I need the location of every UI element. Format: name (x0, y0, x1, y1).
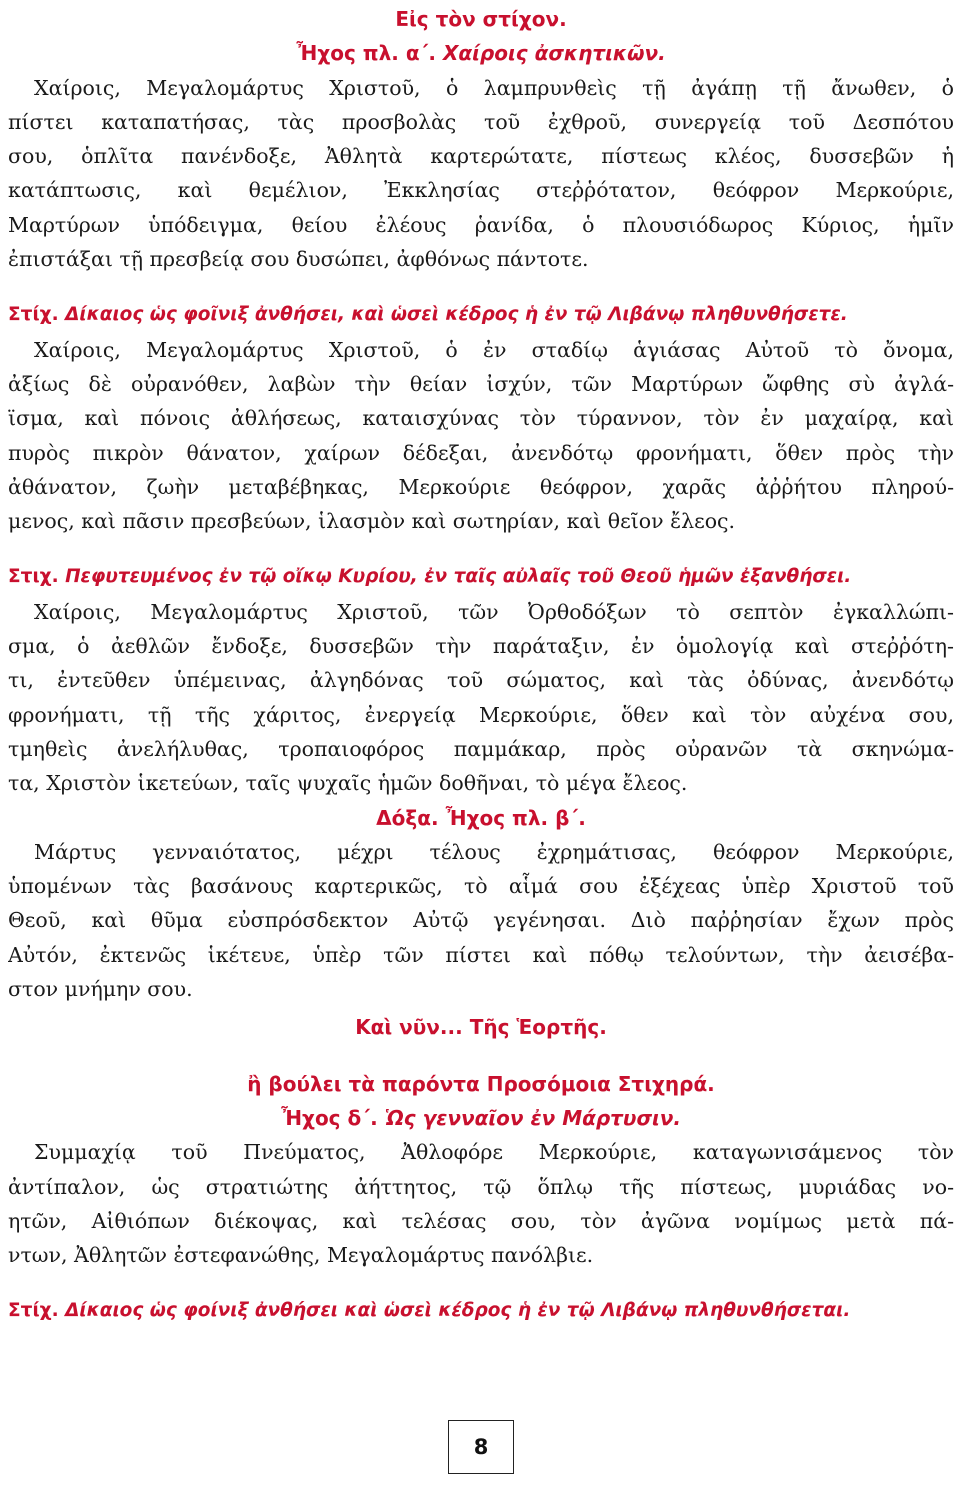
text-line: τα, Χριστὸν ἱκετεύων, ταῖς ψυχαῖς ἡμῶν δοθῆναι, τὸ μέγα ἔλεος. (8, 771, 688, 796)
tone-model: Ὡς γενναῖον ἐν Μάρτυσιν. (384, 1105, 682, 1130)
text-line: ητῶν, Αἰθιόπων διέκοψας, καὶ τελέσας σου, τὸν ἀγῶνα νομίμως μετὰ πά- (8, 1208, 954, 1233)
text-line: σου, ὁπλῖτα πανένδοξε, Ἀθλητὰ καρτερώτατε, πίστεως κλέος, δυσσεβῶν ἡ (8, 144, 954, 169)
hymn-paragraph-5 (8, 1135, 954, 1272)
text-line: Χαίροις, Μεγαλομάρτυς Χριστοῦ, ὁ ἐν σταδίῳ ἁγιάσας Αὐτοῦ τὸ ὄνομα, (34, 337, 954, 362)
hymn-paragraph-2 (8, 333, 954, 539)
verse-stichos (8, 560, 954, 594)
text-line: Μαρτύρων ὑπόδειγμα, θείου ἐλέους ῥανίδα, ὁ πλουσιόδωρος Κύριος, ἡμῖν (8, 212, 954, 237)
section-heading-eis-ton-stichon: Εἰς τὸν στίχον. (395, 7, 567, 31)
text-line: ἀθάνατον, ζωὴν μεταβέβηκας, Μερκούριε θεόφρον, χαρᾶς ἀῤῥήτου πληρού- (8, 474, 954, 499)
text-line: Θεοῦ, καὶ θῦμα εὐσπρόσδεκτον Αὐτῷ γεγένησαι. Διὸ παῤῥησίαν ἔχων πρὸς (8, 908, 954, 933)
text-line: φρονήματι, τῇ τῆς χάριτος, ἐνεργείᾳ Μερκούριε, ὅθεν καὶ τὸν αὐχένα σου, (8, 702, 954, 727)
tone-prefix: Ἦχος πλ. α΄. (296, 41, 436, 66)
stix-text: Δίκαιος ὡς φοίνιξ ἀνθήσει καὶ ὡσεὶ κέδρος ἡ ἐν τῷ Λιβάνῳ πληθυνθήσεται. (65, 1300, 851, 1322)
text-line: τμηθεὶς ἀνελήλυθας, τροπαιοφόρος παμμάκαρ, πρὸς οὐρανῶν τὰ σκηνώμα- (8, 736, 954, 761)
doxa-heading: Δόξα. Ἦχος πλ. β΄. (376, 805, 586, 830)
text-line: ἀξίως δὲ οὐρανόθεν, λαβὼν τὴν θείαν ἰσχύν, τῶν Μαρτύρων ὤφθης σὺ ἀγλά- (8, 371, 954, 396)
kai-nyn-heading: Καὶ νῦν... Τῆς Ἑορτῆς. (355, 1015, 607, 1040)
text-line: πίστει καταπατήσας, τὰς προσβολὰς τοῦ ἐχθροῦ, συνεργείᾳ τοῦ Δεσπότου (8, 109, 954, 134)
text-line: ντων, Ἀθλητῶν ἐστεφανώθης, Μεγαλομάρτυς πανόλβιε. (8, 1243, 594, 1268)
text-line: Συμμαχίᾳ τοῦ Πνεύματος, Ἀθλοφόρε Μερκούριε, καταγωνισάμενος τὸν (34, 1140, 954, 1165)
tone-line (8, 1101, 954, 1135)
stix-text: Δίκαιος ὡς φοῖνιξ ἀνθήσει, καὶ ὡσεὶ κέδρος ἡ ἐν τῷ Λιβάνῳ πληθυνθήσετε. (65, 304, 848, 326)
text-line: Χαίροις, Μεγαλομάρτυς Χριστοῦ, τῶν Ὀρθοδόξων τὸ σεπτὸν ἐγκαλλώπι- (34, 599, 954, 624)
text-line: Μάρτυς γενναιότατος, μέχρι τέλους ἐχρημάτισας, θεόφρον Μερκούριε, (34, 839, 954, 864)
text-line: ὑπομένων τὰς βασάνους καρτερικῶς, τὸ αἷμά σου ἐξέχεας ὑπὲρ Χριστοῦ τοῦ (8, 874, 954, 899)
stix-label: Στίχ. (8, 1300, 59, 1322)
text-line: μενος, καὶ πᾶσιν πρεσβεύων, ἱλασμὸν καὶ σωτηρίαν, καὶ θεῖον ἔλεος. (8, 509, 736, 534)
text-line: τι, ἐντεῦθεν ὑπέμεινας, ἀλγηδόνας τοῦ σώματος, καὶ τὰς ὀδύνας, ἀνενδότῳ (8, 668, 954, 693)
text-line: πυρὸς πικρὸν θάνατον, χαίρων δέδεξαι, ἀνενδότῳ φρονήματι, ὅθεν πρὸς τὴν (8, 440, 954, 465)
hymn-paragraph-1 (8, 71, 954, 277)
stix-text: Πεφυτευμένος ἐν τῷ οἴκῳ Κυρίου, ἐν ταῖς αὐλαῖς τοῦ Θεοῦ ἡμῶν ἐξανθήσει. (65, 566, 852, 588)
text-line: Αὐτόν, ἐκτενῶς ἱκέτευε, ὑπὲρ τῶν πίστει καὶ πόθῳ τελούντων, τὴν ἀεισέβα- (8, 942, 954, 967)
tone-prefix: Ἦχος δ΄. (280, 1105, 378, 1130)
tone-model: Χαίροις ἀσκητικῶν. (442, 41, 666, 66)
text-line: Χαίροις, Μεγαλομάρτυς Χριστοῦ, ὁ λαμπρυνθεὶς τῇ ἀγάπῃ τῇ ἄνωθεν, ὁ (34, 75, 954, 100)
prosomoia-heading: ἢ βούλει τὰ παρόντα Προσόμοια Στιχηρά. (247, 1071, 715, 1096)
document-page (8, 0, 954, 1329)
text-line: σμα, ὁ ἀεθλῶν ἔνδοξε, δυσσεβῶν τὴν παράταξιν, ἐν ὁμολογίᾳ καὶ στεῤῥότη- (8, 634, 954, 659)
tone-line (8, 36, 954, 70)
stix-label: Στίχ. (8, 304, 59, 326)
hymn-paragraph-doxa (8, 835, 954, 1006)
stix-label: Στιχ. (8, 566, 59, 588)
text-line: ἐπιστάξαι τῇ πρεσβείᾳ σου δυσώπει, ἀφθόνως πάντοτε. (8, 247, 589, 272)
text-line: ἀντίπαλον, ὡς στρατιώτης ἀήττητος, τῷ ὅπλῳ τῆς πίστεως, μυριάδας νο- (8, 1174, 954, 1199)
text-line: κατάπτωσις, καὶ θεμέλιον, Ἐκκλησίας στεῤῥότατον, θεόφρον Μερκούριε, (8, 178, 954, 203)
hymn-paragraph-3 (8, 595, 954, 801)
verse-stichos (8, 298, 954, 332)
text-line: ϊσμα, καὶ πόνοις ἀθλήσεως, καταισχύνας τὸν τύραννον, τὸν ἐν μαχαίρᾳ, καὶ (8, 406, 954, 431)
page-number: 8 (448, 1420, 514, 1474)
text-line: στον μνήμην σου. (8, 977, 193, 1002)
verse-stichos (8, 1294, 954, 1328)
